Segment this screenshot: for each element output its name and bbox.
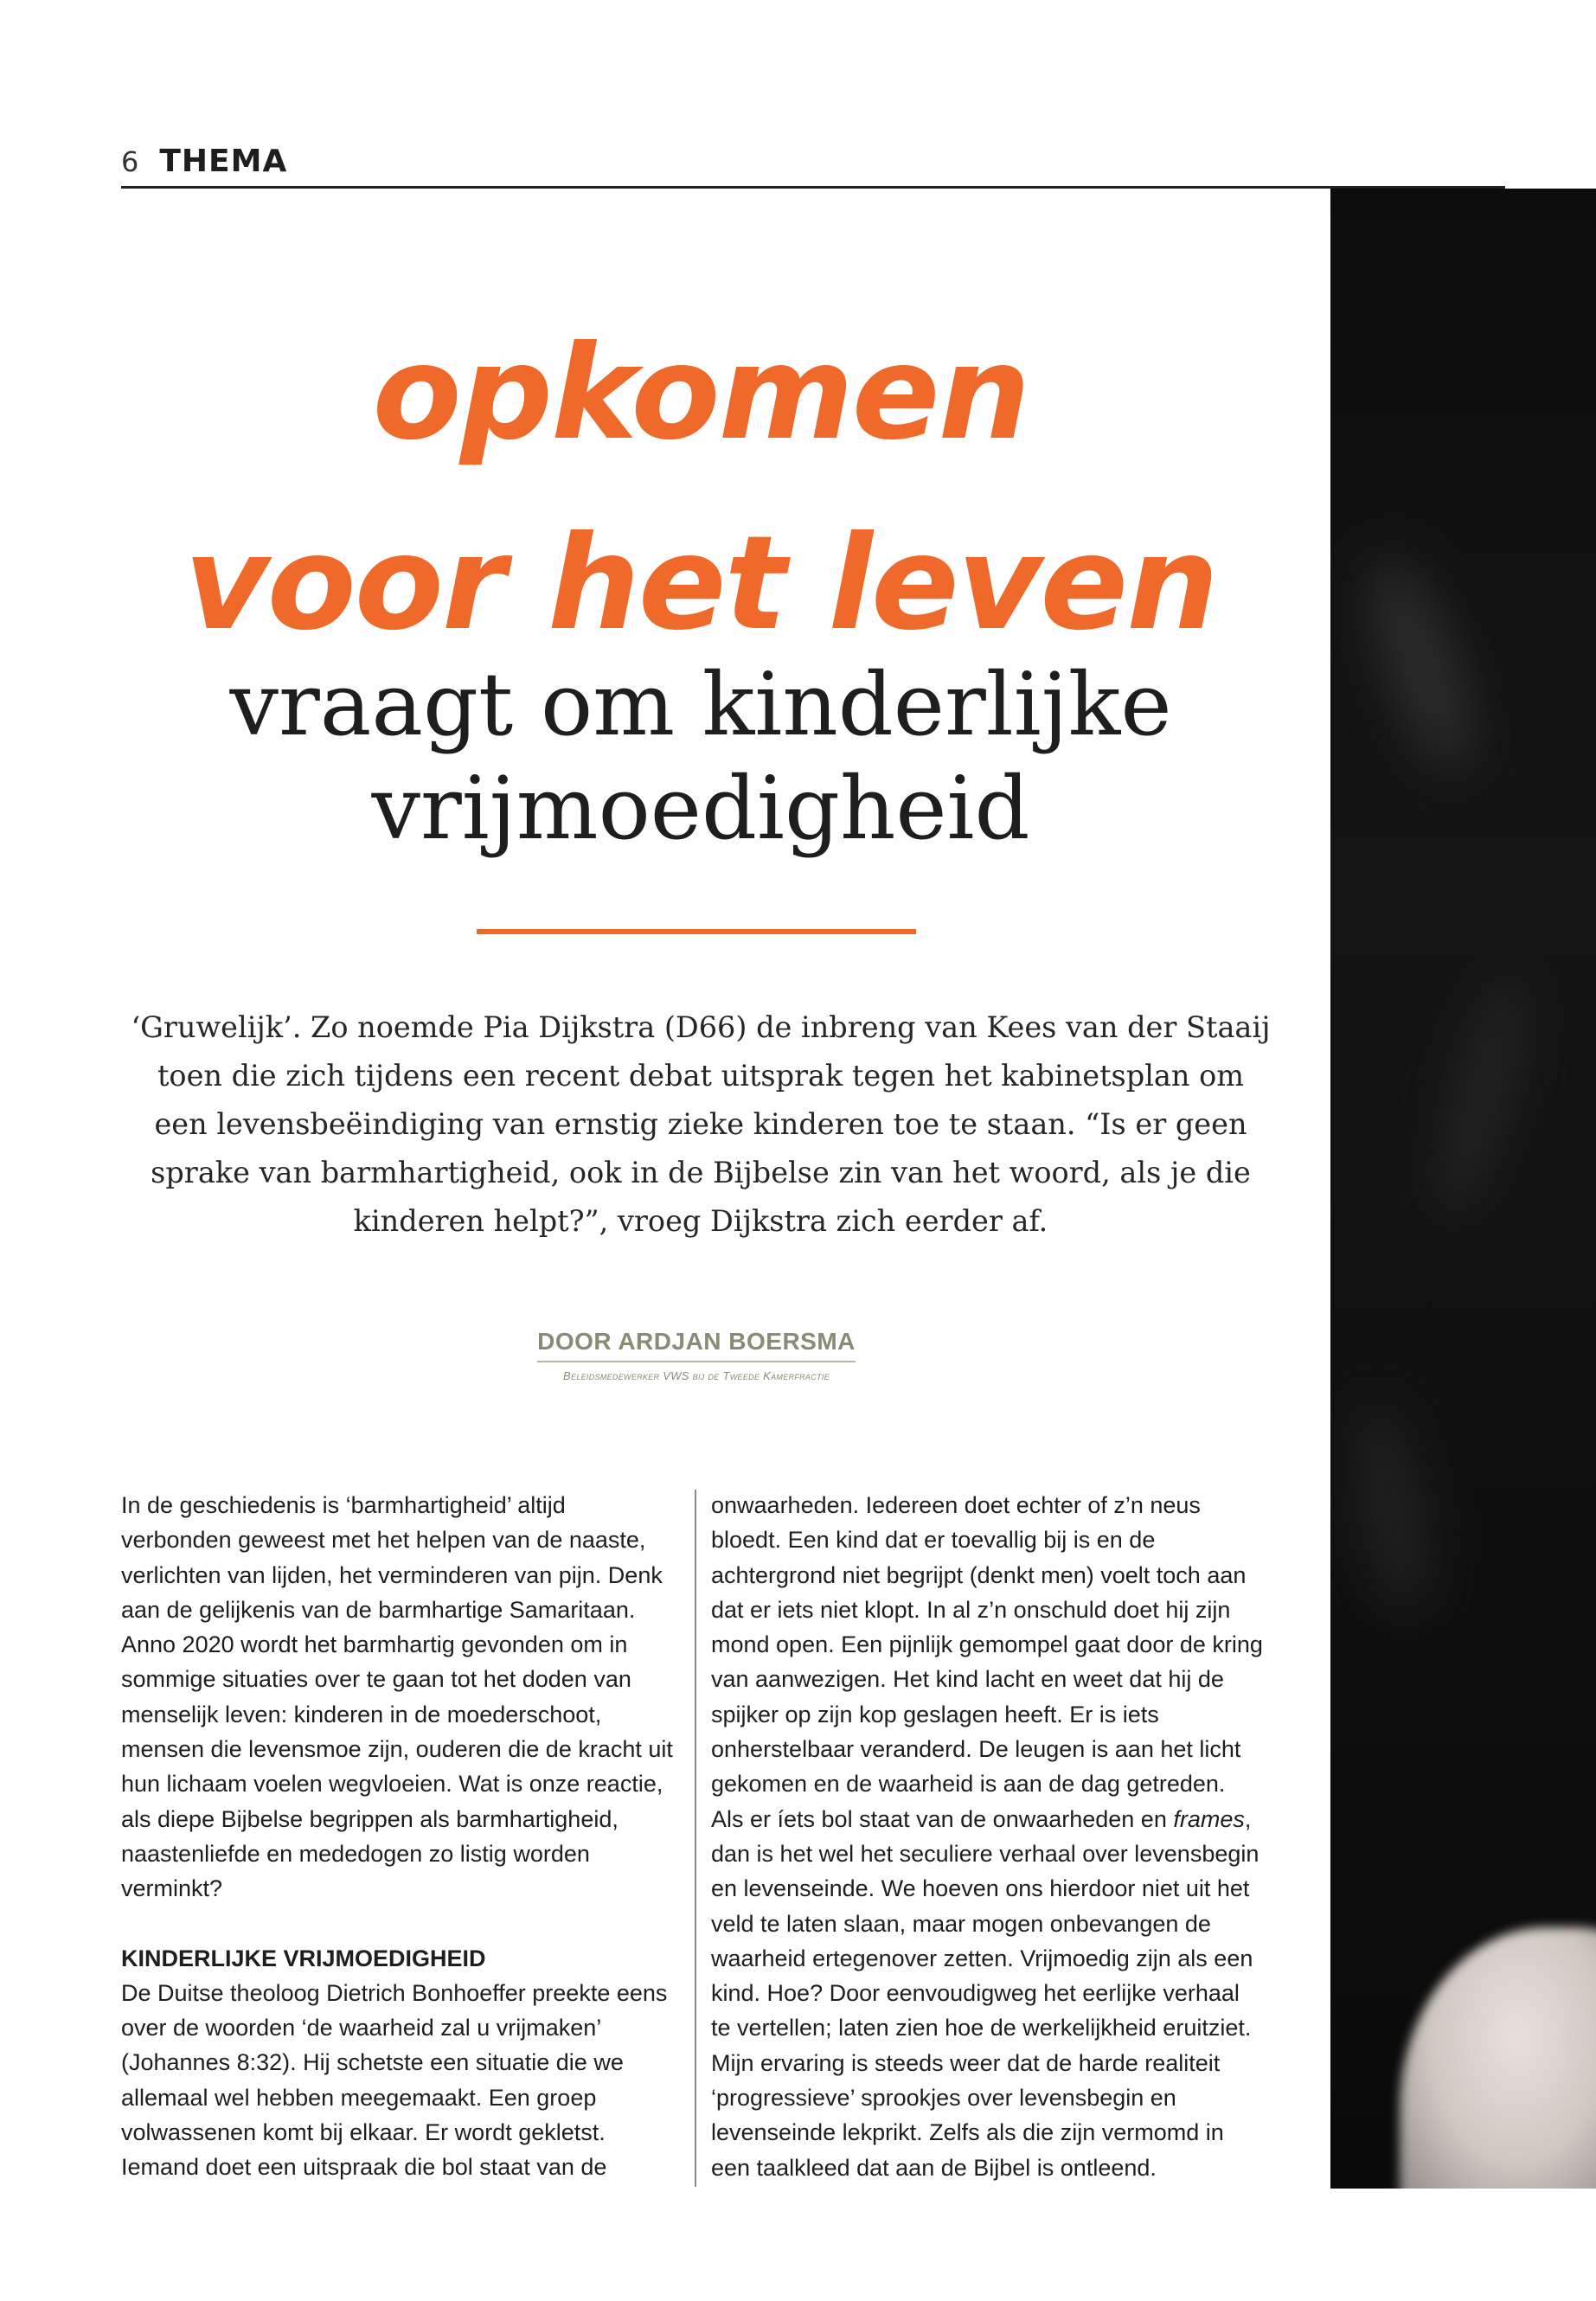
column-divider: [695, 1490, 696, 2187]
headline-text-1: opkomen: [372, 318, 1029, 469]
photo-fur-detail: [1400, 1927, 1596, 2189]
section-label: THEMA: [159, 144, 288, 179]
headline-line-2: [121, 509, 1280, 659]
page-number: 6: [121, 145, 139, 178]
body-text: , dan is het wel het seculiere verhaal over levensbegin en levenseinde. We hoeven ons hierdoor niet uit het veld te laten slaan, maar mogen onbevangen de waarheid ertegenover zetten. Vrijmoedig zijn als een kind. Hoe? Door eenvoudigweg het eerlijke verhaal te vertellen; laten zien hoe de werkelijkheid eruitziet. Mijn ervaring is steeds weer dat de harde realiteit ‘progressieve’ sprookjes over levensbegin en levenseinde lekprikt. Zelfs als die zijn vermomd in een taalkleed dat aan de Bijbel is ontleend.: [711, 1805, 1259, 2181]
body-paragraph: De Duitse theoloog Dietrich Bonhoeffer preekte eens over de woorden ‘de waarheid zal u vrijmaken’ (Johannes 8:32). Hij schetste een situatie die we allemaal wel hebben meegemaakt. Een groep volwassenen komt bij elkaar. Er wordt gekletst. Iemand doet een uitspraak die bol staat van de: [121, 1979, 668, 2181]
emphasis-text: frames: [1173, 1805, 1245, 1832]
body-column-right: [711, 1488, 1265, 2185]
headline-line-1: [121, 318, 1280, 469]
accent-rule: [477, 929, 916, 934]
page-header: [121, 144, 287, 182]
header-rule: [121, 186, 1505, 189]
body-text: Als er íets bol staat van de onwaarheden en: [711, 1805, 1174, 1832]
byline-role: Beleidsmedewerker VWS bij de Tweede Kamerfractie: [563, 1369, 830, 1382]
byline: [484, 1328, 908, 1382]
body-column-left: [121, 1488, 675, 2185]
byline-author: DOOR ARDJAN BOERSMA: [537, 1328, 856, 1362]
body-paragraph: onwaarheden. Iedereen doet echter of z’n neus bloedt. Een kind dat er toevallig bij is en de achtergrond niet begrijpt (denkt men) voelt toch aan dat er iets niet klopt. In al z’n onschuld doet hij zijn mond open. Een pijnlijk gemompel gaat door de kring van aanwezigen. Het kind lacht en weet dat hij de spijker op zijn kop geslagen heeft. Er is iets onherstelbaar veranderd. De leugen is aan het licht gekomen en de waarheid is aan de dag getreden.: [711, 1492, 1263, 1798]
subtitle-line-2: vrijmoedigheid: [371, 758, 1030, 859]
cover-photo: [1330, 189, 1596, 2189]
photo-blur-2: [1419, 964, 1544, 1230]
photo-blur-3: [1338, 1395, 1444, 1620]
intro-paragraph: ‘Gruwelijk’. Zo noemde Pia Dijkstra (D66) de inbreng van Kees van der Staaij toen die zich tijdens een recent debat uitsprak tegen het kabinetsplan om een levensbeëindiging van ernstig zieke kinderen toe te staan. “Is er geen sprake van barmhartigheid, ook in de Bijbelse zin van het woord, als je die kinderen helpt?”, vroeg Dijkstra zich eerder af.: [131, 1010, 1271, 1238]
body-paragraph: [711, 1802, 1265, 2185]
subtitle-line-1: vraagt om kinderlijke: [229, 654, 1172, 755]
headline-text-2: voor het leven: [184, 509, 1217, 659]
photo-blur-1: [1346, 545, 1496, 783]
section-subhead: KINDERLIJKE VRIJMOEDIGHEID: [121, 1945, 486, 1971]
subtitle: [121, 653, 1280, 861]
body-paragraph: In de geschiedenis is ‘barmhartigheid’ altijd verbonden geweest met het helpen van de naaste, verlichten van lijden, het verminderen van pijn. Denk aan de gelijkenis van de barmhartige Samaritaan. Anno 2020 wordt het barmhartig gevonden om in sommige situaties over te gaan tot het doden van menselijk leven: kinderen in de moederschoot, mensen die levensmoe zijn, ouderen die de kracht uit hun lichaam voelen wegvloeien. Wat is onze reactie, als diepe Bijbelse begrippen als barmhartigheid, naastenliefde en mededogen zo listig worden verminkt?: [121, 1492, 673, 1902]
